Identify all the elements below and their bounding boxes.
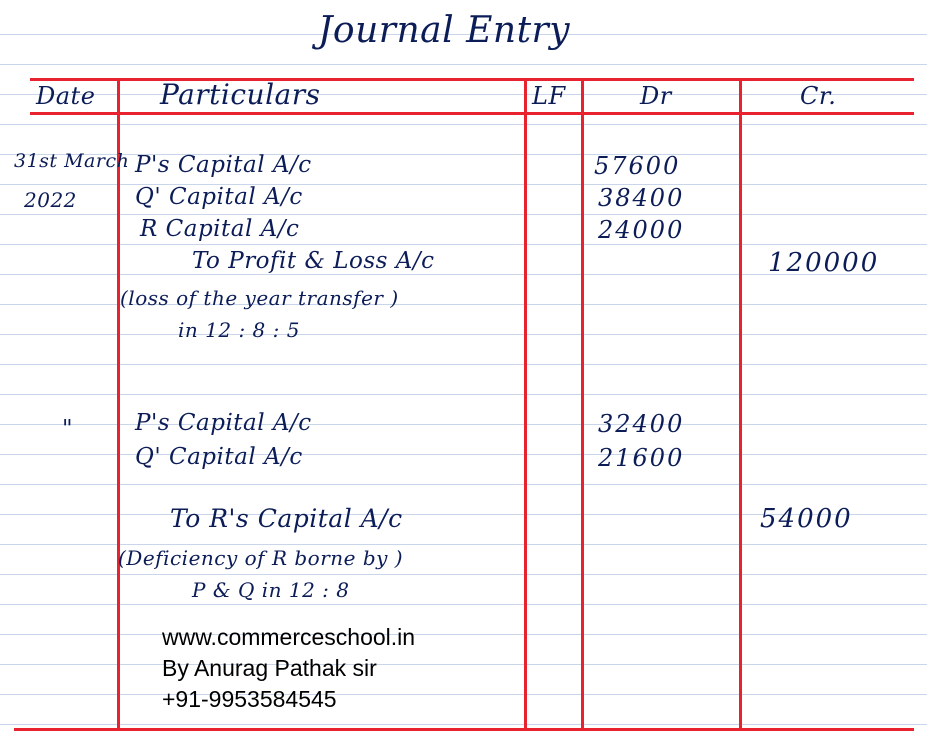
entry-1-debit-account: P's Capital A/c [135,152,312,178]
entry-1-debit-account: R Capital A/c [140,216,300,242]
entry-1-debit-account: Q' Capital A/c [135,184,303,210]
header-bottom-rule [30,112,914,115]
entry-1-credit-amount: 120000 [768,248,880,278]
entry-1-debit-amount: 38400 [598,184,685,212]
column-header-dr: Dr [640,82,672,110]
date-column-rule [117,80,120,730]
entry-1-debit-amount: 24000 [598,216,685,244]
column-header-particulars: Particulars [160,78,321,111]
entry-2-date: " [62,416,74,442]
entry-2-credit-account: To R's Capital A/c [170,504,403,533]
entry-1-narration: (loss of the year transfer ) [120,286,399,310]
lf-column-rule [581,80,584,730]
entry-2-credit-amount: 54000 [760,504,853,534]
entry-2-narration: P & Q in 12 : 8 [192,578,350,602]
watermark-website: www.commerceschool.in [162,624,416,650]
column-header-date: Date [36,82,96,110]
dr-column-rule [739,80,742,730]
column-header-cr: Cr. [800,82,837,110]
entry-1-credit-account: To Profit & Loss A/c [192,248,435,274]
entry-2-debit-account: P's Capital A/c [135,410,312,436]
watermark-author: By Anurag Pathak sir [162,655,377,681]
entry-2-debit-amount: 32400 [598,410,685,438]
entry-1-year: 2022 [24,188,77,212]
entry-2-debit-amount: 21600 [598,444,685,472]
entry-2-debit-account: Q' Capital A/c [135,444,303,470]
entry-2-narration: (Deficiency of R borne by ) [118,546,404,570]
entry-1-narration: in 12 : 8 : 5 [178,318,300,342]
footer-rule [14,728,914,731]
watermark-phone: +91-9953584545 [162,686,337,712]
entry-1-date: 31st March [14,150,130,172]
entry-1-debit-amount: 57600 [594,152,681,180]
page-title: Journal Entry [318,10,571,51]
column-header-lf: LF [532,82,566,110]
particulars-column-rule [524,80,527,730]
